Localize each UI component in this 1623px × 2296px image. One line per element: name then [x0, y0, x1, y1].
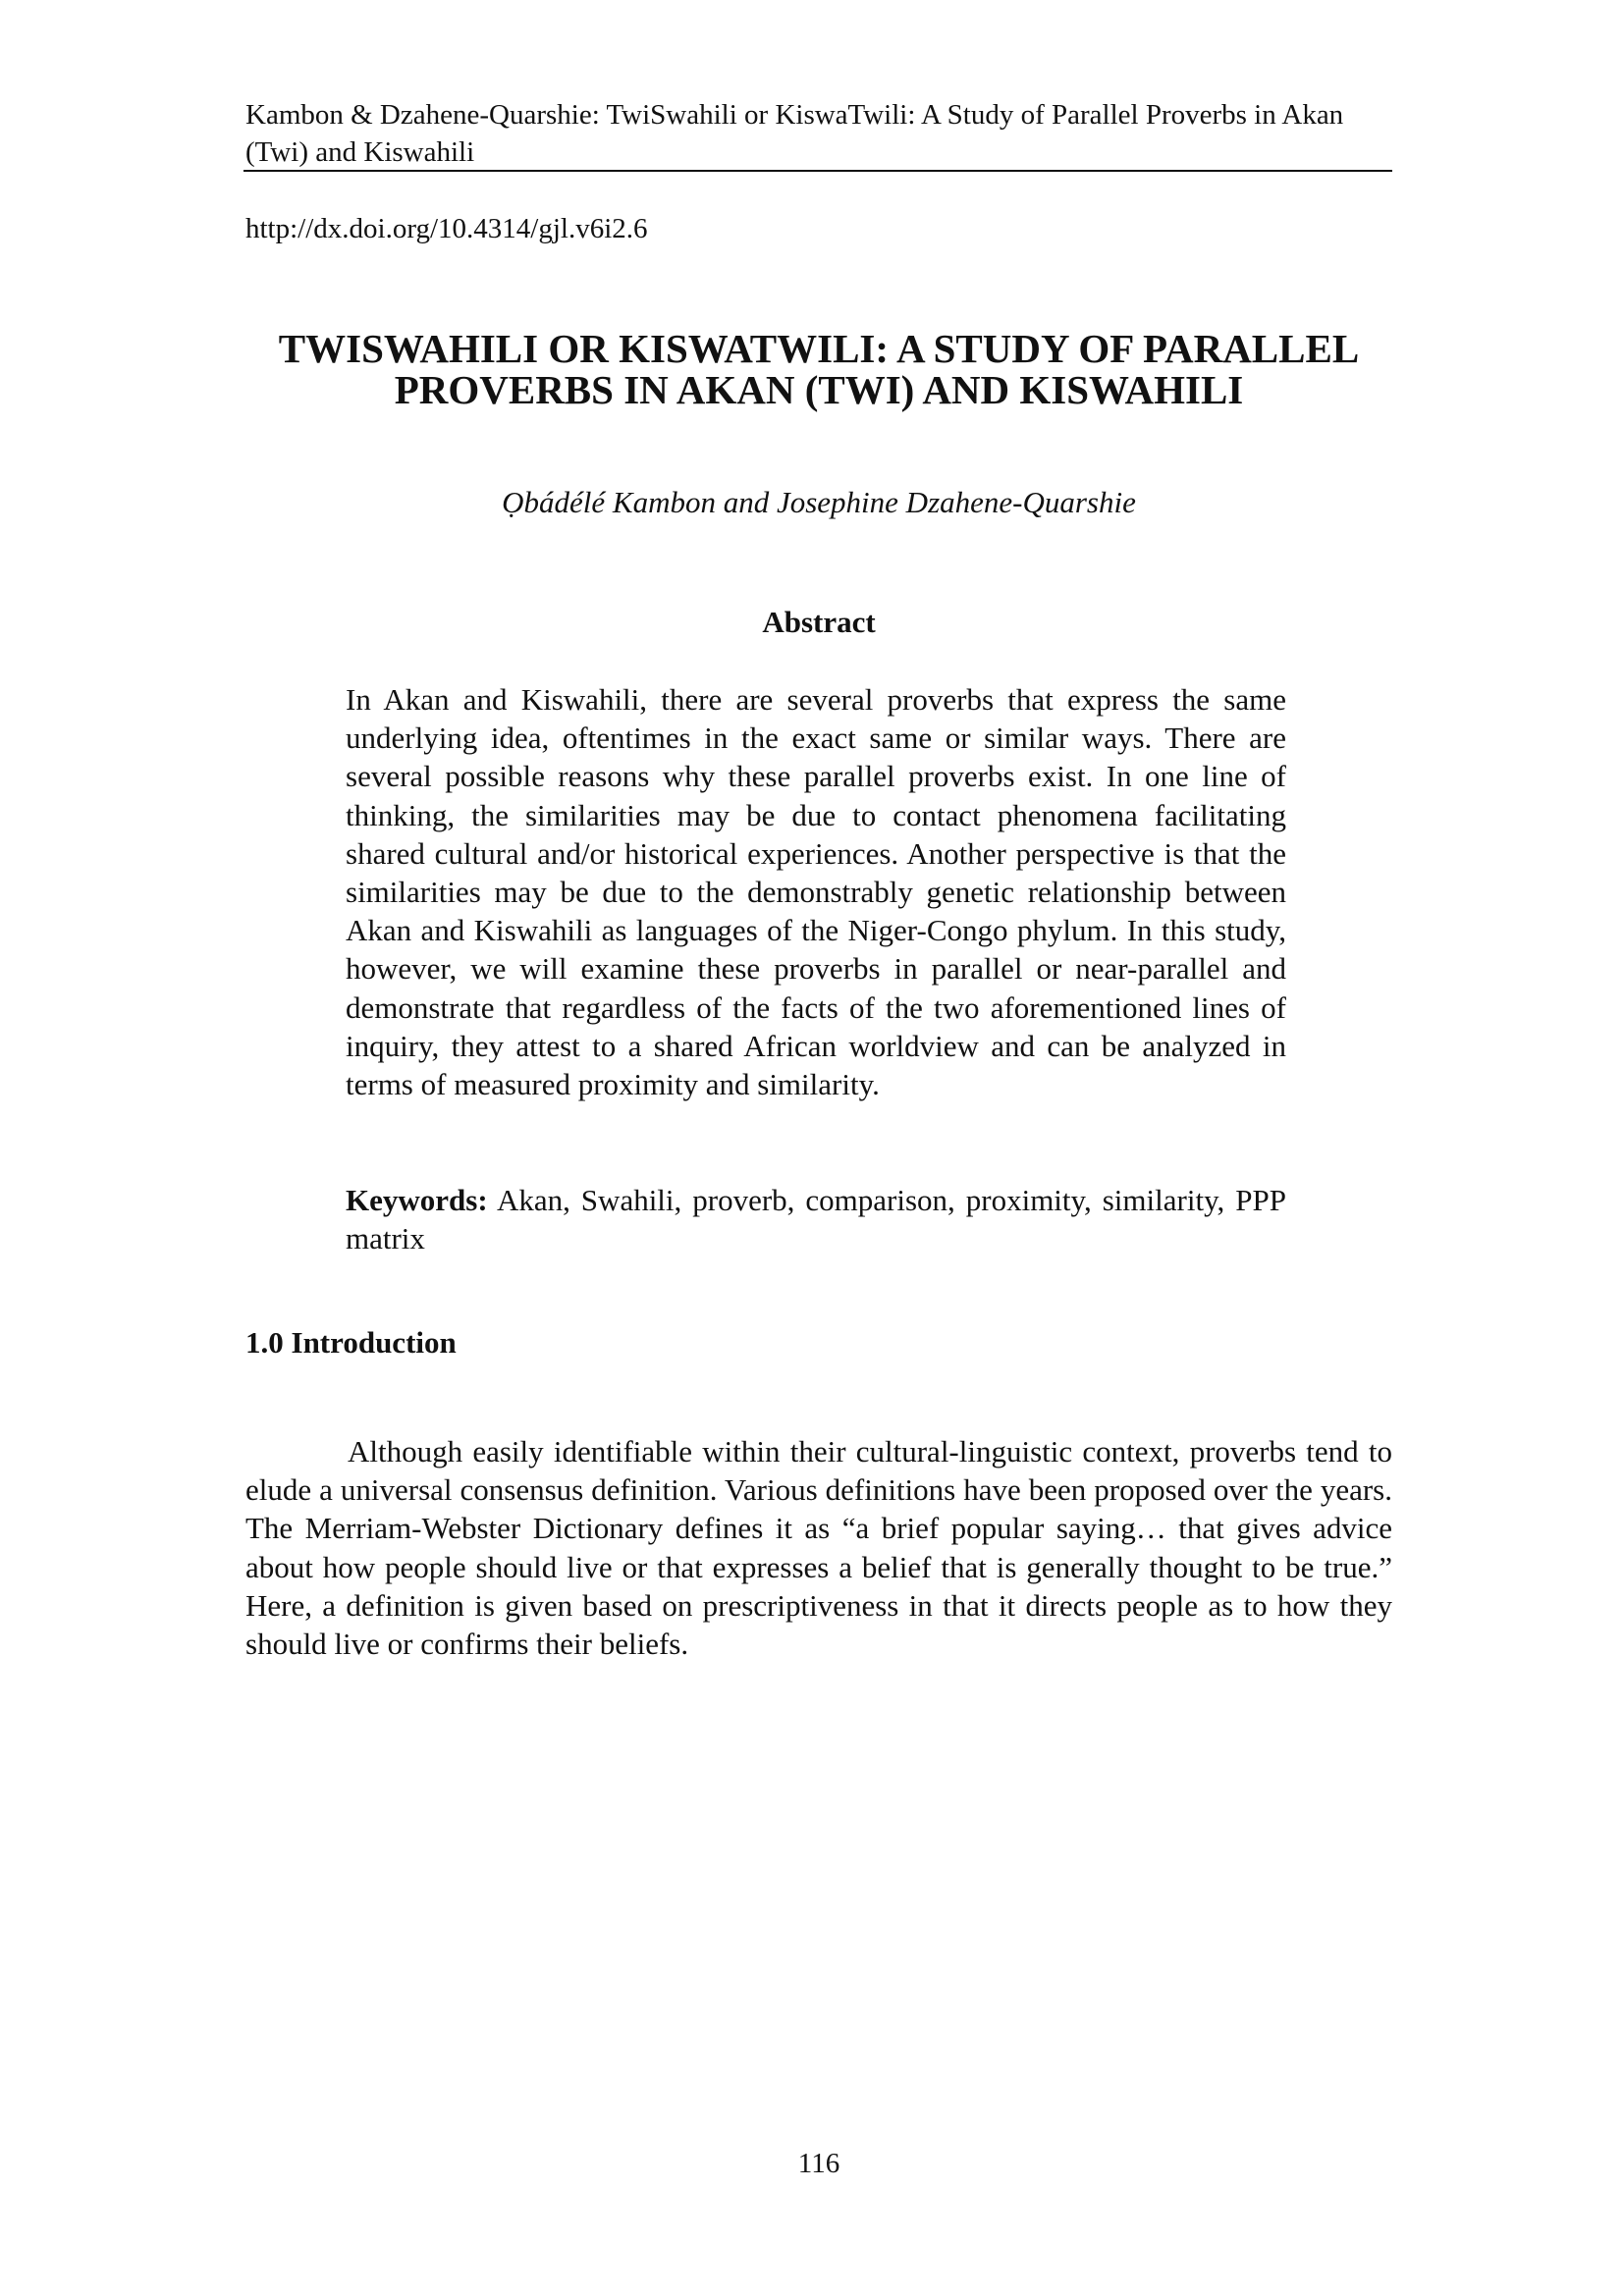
introduction-body: Although easily identifiable within their cultural-linguistic context, proverbs tend to elude a universal consensus definition. Various definitions have been proposed over the years. The Merriam-Webster Dictionary defines it as “a brief popular saying… that gives advice about how people should live or that expresses a belief that is generally thought to be true.” Here, a definition is given based on prescriptiveness in that it directs people as to how they should live or confirms their beliefs. — [245, 1434, 1392, 1662]
keywords-label: Keywords: — [346, 1183, 488, 1217]
header-rule — [243, 170, 1392, 172]
authors: Ọbádélé Kambon and Josephine Dzahene-Quarshie — [502, 485, 1136, 519]
keywords-text: Akan, Swahili, proverb, comparison, proximity, similarity, PPP matrix — [346, 1183, 1287, 1255]
abstract-body: In Akan and Kiswahili, there are several proverbs that express the same underlying idea, oftentimes in the exact same or similar ways. There are several possible reasons why these parallel proverbs exist. In one line of thinking, the similarities may be due to contact phenomena facilitating shared cultural and/or historical experiences. Another perspective is that the similarities may be due to the demonstrably genetic relationship between Akan and Kiswahili as languages of the Niger-Congo phylum. In this study, however, we will examine these proverbs in parallel or near-parallel and demonstrate that regardless of the facts of the two aforementioned lines of inquiry, they attest to a shared African worldview and can be analyzed in terms of measured proximity and similarity. — [346, 682, 1286, 1102]
running-header: Kambon & Dzahene-Quarshie: TwiSwahili or KiswaTwili: A Study of Parallel Proverbs in Akan (Twi) and Kiswahili — [245, 99, 1344, 168]
paper-title: TWISWAHILI OR KISWATWILI: A STUDY OF PARALLEL PROVERBS IN AKAN (TWI) AND KISWAHILI — [278, 326, 1360, 412]
keywords — [346, 1181, 1286, 1257]
abstract-heading: Abstract — [762, 605, 876, 639]
section-heading-introduction: 1.0 Introduction — [245, 1325, 457, 1360]
doi-link[interactable]: http://dx.doi.org/10.4314/gjl.v6i2.6 — [245, 213, 648, 244]
page-number: 116 — [797, 2148, 840, 2179]
